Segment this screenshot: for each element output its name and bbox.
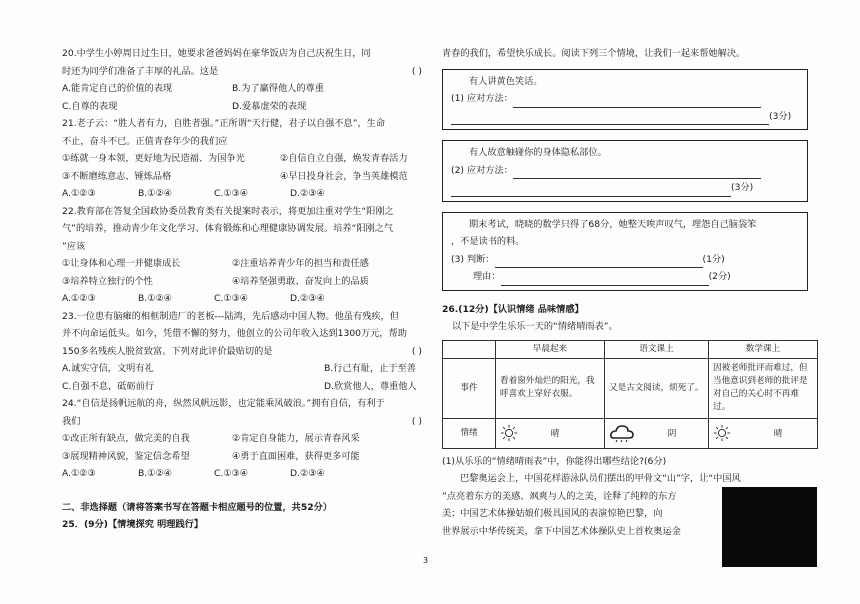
paragraph-line: ”点亮着东方的美感、飒爽与人的之美，诠释了纯粹的东方 xyxy=(442,490,677,502)
q24-stem-line2 xyxy=(62,413,432,431)
mood-cell xyxy=(709,418,818,448)
q22-option-b: B.①②④ xyxy=(138,293,172,304)
cloud-icon xyxy=(609,423,635,443)
q24-item-1: ①改正所有缺点，做完美的自我 xyxy=(62,433,190,444)
answer-line-2b xyxy=(451,179,799,197)
q22-stem-line2: 气”的培养，推动青少年文化学习、体育锻炼和心理健康协调发展。培养“阳刚之气 xyxy=(62,223,394,234)
q24-items-row2 xyxy=(62,448,432,466)
mood-text: 阴 xyxy=(667,428,677,439)
q21-option-a: A.①②③ xyxy=(62,188,96,199)
paragraph-line: 美；中国艺术体操姑娘们极具国风的表演惊艳巴黎，向 xyxy=(442,508,663,519)
q21-stem-line2: 不止，奋斗不已。正值青春年少的我们应 xyxy=(62,135,228,147)
event-cell: 又是古文阅读，烦死了。 xyxy=(605,358,709,418)
table-header-cell: 早晨起来 xyxy=(496,340,605,358)
table-header-cell: 语文课上 xyxy=(605,340,709,358)
q23-option-c: C.自强不息，砥砺前行 xyxy=(62,380,155,392)
score-label: (3分) xyxy=(731,182,754,193)
answer-blank[interactable] xyxy=(451,124,769,125)
table-header-cell: 数学课上 xyxy=(709,340,818,358)
q22-items-row2 xyxy=(62,273,432,291)
q21-option-b: B.①②④ xyxy=(138,188,172,199)
mood-table xyxy=(442,340,818,449)
q22-option-c: C.①③④ xyxy=(214,293,249,304)
q20-stem-text: 时还为同学们准备了丰厚的礼品。这是 xyxy=(62,65,219,77)
q20-options-row1 xyxy=(62,80,432,98)
answer-blank[interactable] xyxy=(451,196,731,197)
score-label: (2分) xyxy=(708,271,731,282)
event-cell: 因被老师批评而难过，但当他意识到老师的批评是对自己的关心时不再难过。 xyxy=(709,358,818,418)
q24-option-b: B.①②④ xyxy=(138,468,172,479)
answer-2-label: (2) 应对方法： xyxy=(451,164,513,176)
judge-label: (3) 判断： xyxy=(451,253,495,265)
q21-option-c: C.①③④ xyxy=(214,188,249,199)
score-label: (3分) xyxy=(769,110,792,122)
scenario-3-text-1: 期末考试，晓晓的数学只得了68分，她整天唉声叹气，埋怨自己脑袋笨 xyxy=(469,218,757,230)
q20-option-c: C.自尊的表现 xyxy=(62,100,118,112)
q23-option-a: A.诚实守信，文明有礼 xyxy=(62,363,154,374)
q23-option-d: D.欣赏他人，尊重他人 xyxy=(324,380,417,392)
paragraph-line: 世界展示中华传统美，拿下中国艺术体操队史上首枚奥运金 xyxy=(442,525,681,537)
row-label: 事件 xyxy=(443,358,496,418)
table-header-cell xyxy=(443,340,496,358)
q20-option-b: B.为了赢得他人的尊重 xyxy=(232,83,324,94)
answer-1-label: (1) 应对方法： xyxy=(451,93,513,104)
q24-item-4: ④勇于直面困难，获得更多可能 xyxy=(232,450,360,462)
q20-options-row2 xyxy=(62,98,432,116)
q21-item-3: ③不断磨练意志、锤炼品格 xyxy=(62,170,172,182)
mood-cell xyxy=(496,418,605,448)
q22-option-d: D.②③④ xyxy=(290,293,325,304)
right-column xyxy=(442,45,822,540)
q23-stem-line3 xyxy=(62,343,432,361)
table-row xyxy=(443,358,818,418)
q22-items-row1 xyxy=(62,255,432,273)
scenario-3-text-2: ，不是读书的料。 xyxy=(451,236,525,247)
q20-stem-line1: 20.中学生小婷周日过生日，她要求爸爸妈妈在豪华饭店为自己庆祝生日，同 xyxy=(62,48,371,59)
row-label: 情绪 xyxy=(443,418,496,448)
answer-paren: ( ) xyxy=(411,65,422,77)
answer-line-1 xyxy=(451,90,799,108)
q24-item-2: ②肯定自身能力，展示青春风采 xyxy=(232,433,360,444)
judge-line xyxy=(451,251,799,269)
q24-option-c: C.①③④ xyxy=(214,468,249,479)
mood-text: 晴 xyxy=(550,428,560,439)
q23-option-b: B.行己有耻，止于至善 xyxy=(324,363,416,374)
q23-stem-line1: 23.一位患有脑瘫的相框制造厂的老板---陆鸿，先后感动中国人物。他虽有残疾，但 xyxy=(62,310,399,322)
q24-option-d: D.②③④ xyxy=(290,468,325,479)
table-row xyxy=(443,418,818,448)
reason-label: 理由： xyxy=(473,271,501,282)
section-heading: 二、非选择题（请将答案书写在答题卡相应题号的位置，共52分） xyxy=(62,501,333,513)
q22-option-a: A.①②③ xyxy=(62,293,96,304)
redacted-image-block xyxy=(722,487,817,567)
q20-option-d: D.爱慕虚荣的表现 xyxy=(232,100,307,112)
answer-blank[interactable] xyxy=(501,285,709,286)
q21-item-1: ①练就一身本领，更好地为民造福、为国争光 xyxy=(62,153,245,164)
sun-icon xyxy=(500,424,518,442)
q25-heading: 25．(9分)【情境探究 明理践行】 xyxy=(62,519,204,530)
q25-intro: 青春的我们，希望快乐成长。阅读下列三个情境，让我们一起来帮她解决。 xyxy=(442,48,746,59)
q24-option-a: A.①②③ xyxy=(62,468,96,479)
q22-stem-line3: ”应该 xyxy=(62,240,86,252)
mood-cell xyxy=(605,418,709,448)
q24-item-3: ③展现精神风貌，鉴定信念希望 xyxy=(62,450,190,462)
q26-sub1: (1)从乐乐的“情绪晴雨表”中，你能得出哪些结论?(6分) xyxy=(442,455,667,467)
q22-options xyxy=(62,290,432,308)
score-label: (1分) xyxy=(702,253,725,265)
q24-stem-text: 我们 xyxy=(62,415,81,427)
scenario-1-text: 有人讲黄色笑话。 xyxy=(469,75,543,87)
scenario-box-2 xyxy=(442,140,808,202)
answer-paren: ( ) xyxy=(411,345,422,357)
scenario-box-1 xyxy=(442,69,808,131)
q22-item-3: ③培养特立独行的个性 xyxy=(62,275,153,287)
scenario-2-text: 有人故意触碰你的身体隐私部位。 xyxy=(469,147,607,158)
q23-options-row2 xyxy=(62,378,432,396)
q23-stem-line2: 并不向命运低头。如今，凭借不懈的努力，他创立的公司年收入达到1300万元，帮助 xyxy=(62,328,407,339)
left-column xyxy=(62,45,432,534)
q21-items-row2 xyxy=(62,168,432,186)
event-cell: 看着窗外灿烂的阳光，我呼喜欢上穿好衣服。 xyxy=(496,358,605,418)
q20-option-a: A.能肯定自己的价值的表现 xyxy=(62,83,173,94)
q26-intro: 以下是中学生乐乐一天的“情绪晴雨表”。 xyxy=(452,321,618,332)
reason-line xyxy=(451,268,799,286)
q21-options xyxy=(62,185,432,203)
q23-options-row1 xyxy=(62,360,432,378)
q22-item-4: ④培养坚强勇敢、奋发向上的品质 xyxy=(232,275,369,287)
scenario-box-3 xyxy=(442,212,808,291)
q21-items-row1 xyxy=(62,150,432,168)
q24-items-row1 xyxy=(62,430,432,448)
q20-stem-line2 xyxy=(62,63,432,81)
q22-item-1: ①让身体和心理一并健康成长 xyxy=(62,258,181,269)
q21-stem-line1: 21.老子云：“胜人者有力，自胜者强。”正所谓“天行健，君子以自强不息”，生命 xyxy=(62,118,386,129)
q22-item-2: ②注重培养青少年的担当和责任感 xyxy=(232,258,369,269)
mood-text: 晴 xyxy=(773,428,783,439)
q22-stem-line1: 22.教育部在答复全国政协委员教育类有关提案时表示，将更加注重对学生“阳刚之 xyxy=(62,205,394,217)
paragraph-line: 巴黎奥运会上，中国花样游泳队员们摆出的甲骨文“山”字，让“中国风 xyxy=(460,473,741,484)
q21-item-4: ④早日投身社会，争当英雄模范 xyxy=(280,170,408,182)
answer-line-1b xyxy=(451,108,799,126)
q24-stem-line1: 24.“自信是扬帆远航的舟，纵然风帆远影，也定能乘风破浪。”拥有自信，有利于 xyxy=(62,398,385,409)
q26-heading: 26.(12分)【认识情绪 品味情感】 xyxy=(442,303,584,315)
answer-paren: ( ) xyxy=(411,415,422,427)
q21-option-d: D.②③④ xyxy=(290,188,325,199)
answer-line-2 xyxy=(451,162,799,180)
q24-options xyxy=(62,465,432,483)
table-header-row xyxy=(443,340,818,358)
q21-item-2: ②自信自立自强，焕发青春活力 xyxy=(280,153,408,164)
page-number: 3 xyxy=(423,556,429,565)
q23-stem-text: 150多名残疾人脱贫致富。下列对此评价最贴切的是 xyxy=(62,345,273,357)
sun-icon xyxy=(713,424,731,442)
